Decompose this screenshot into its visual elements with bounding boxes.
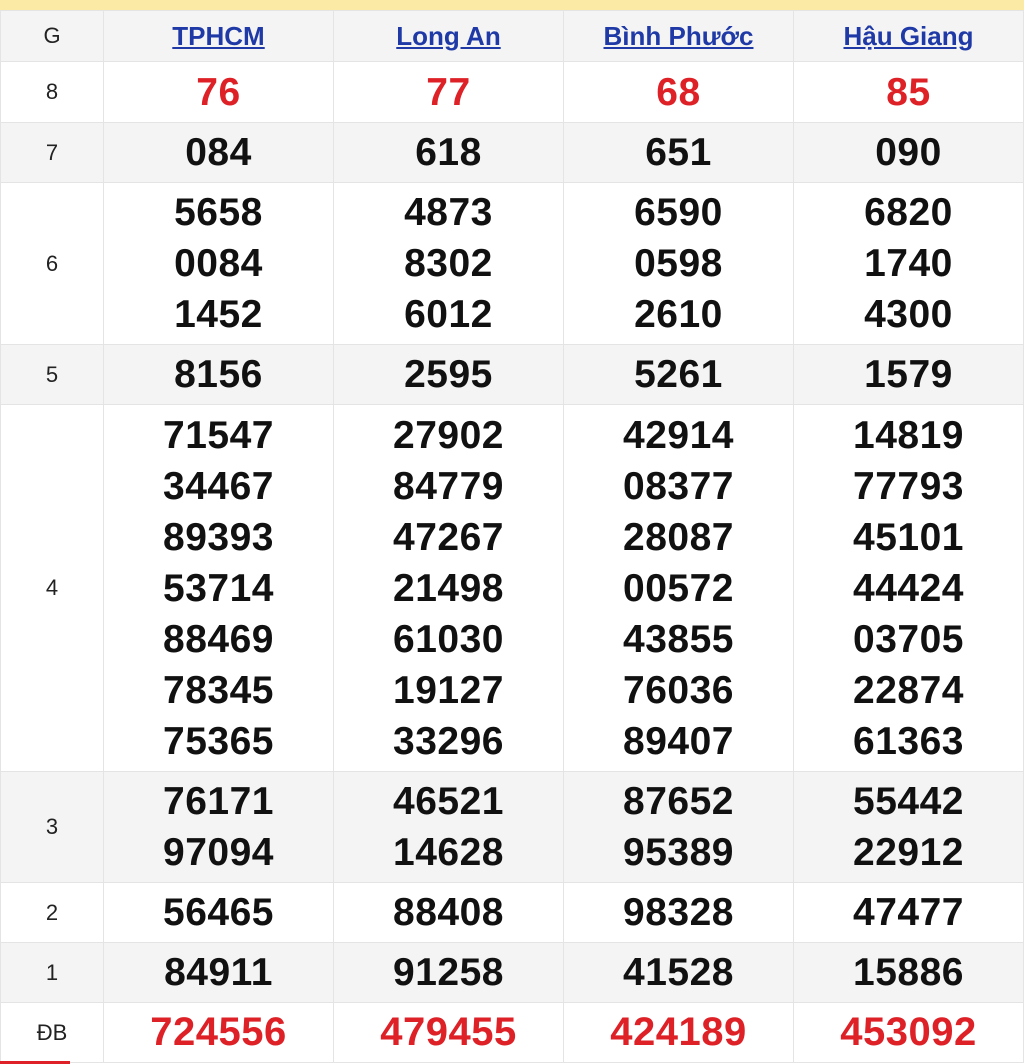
province-link-tphcm[interactable]: TPHCM <box>172 20 265 51</box>
province-link-binh-phuoc[interactable]: Bình Phước <box>603 20 754 51</box>
result-number: 28087 <box>623 515 734 559</box>
result-number: 03705 <box>853 617 964 661</box>
result-number: 090 <box>875 131 942 174</box>
result-cell <box>564 183 794 345</box>
result-number: 45101 <box>853 515 964 559</box>
top-accent-bar <box>0 0 1024 10</box>
result-number: 43855 <box>623 617 734 661</box>
prize-label: 8 <box>1 62 104 123</box>
result-number: 00572 <box>623 566 734 610</box>
result-number: 22874 <box>853 668 964 712</box>
result-number: 98328 <box>623 891 734 934</box>
result-cell <box>794 62 1024 123</box>
prize-label: 2 <box>1 883 104 943</box>
result-number: 42914 <box>623 413 734 457</box>
province-link-long-an[interactable]: Long An <box>396 20 501 51</box>
prize-7-row <box>1 123 1024 183</box>
result-cell <box>104 345 334 405</box>
result-number: 95389 <box>623 831 734 874</box>
result-number: 77793 <box>853 464 964 508</box>
result-number: 1579 <box>864 353 953 396</box>
result-cell <box>564 62 794 123</box>
result-number: 618 <box>415 131 482 174</box>
result-number: 78345 <box>163 668 274 712</box>
result-number: 84911 <box>164 951 273 994</box>
result-cell <box>564 405 794 772</box>
result-cell <box>104 772 334 883</box>
prize-1-row <box>1 943 1024 1003</box>
prize-4-row <box>1 405 1024 772</box>
prize-label: 5 <box>1 345 104 405</box>
prize-6-row <box>1 183 1024 345</box>
result-number: 61030 <box>393 617 504 661</box>
prize-label: 1 <box>1 943 104 1003</box>
result-number: 2595 <box>404 353 493 396</box>
result-cell <box>334 883 564 943</box>
prize-3-row <box>1 772 1024 883</box>
result-number: 0598 <box>634 242 723 285</box>
result-cell <box>334 405 564 772</box>
result-number: 55442 <box>853 780 964 823</box>
result-number: 76171 <box>163 780 274 823</box>
result-number: 724556 <box>150 1010 287 1054</box>
result-number: 56465 <box>163 891 274 934</box>
result-number: 88408 <box>393 891 504 934</box>
result-number: 68 <box>656 70 701 114</box>
result-number: 5658 <box>174 191 263 234</box>
result-cell <box>794 183 1024 345</box>
result-cell <box>794 772 1024 883</box>
result-number: 4300 <box>864 293 953 336</box>
result-cell <box>104 183 334 345</box>
result-number: 08377 <box>623 464 734 508</box>
result-number: 6012 <box>404 293 493 336</box>
result-number: 41528 <box>623 951 734 994</box>
result-number: 85 <box>886 70 931 114</box>
result-number: 33296 <box>393 719 504 763</box>
result-number: 89393 <box>163 515 274 559</box>
prize-8-row <box>1 62 1024 123</box>
result-number: 76036 <box>623 668 734 712</box>
result-number: 651 <box>645 131 712 174</box>
result-cell <box>104 405 334 772</box>
result-number: 88469 <box>163 617 274 661</box>
result-number: 61363 <box>853 719 964 763</box>
prize-label: 4 <box>1 405 104 772</box>
result-number: 19127 <box>393 668 504 712</box>
result-cell <box>104 1003 334 1063</box>
result-number: 084 <box>185 131 252 174</box>
result-cell <box>564 345 794 405</box>
prize-label: ĐB <box>1 1003 104 1063</box>
result-number: 4873 <box>404 191 493 234</box>
result-number: 34467 <box>163 464 274 508</box>
result-number: 0084 <box>174 242 263 285</box>
province-header-long-an <box>334 11 564 62</box>
result-number: 14628 <box>393 831 504 874</box>
prize-label: 3 <box>1 772 104 883</box>
result-number: 46521 <box>393 780 504 823</box>
result-number: 47267 <box>393 515 504 559</box>
result-cell <box>334 1003 564 1063</box>
result-cell <box>104 883 334 943</box>
result-cell <box>794 405 1024 772</box>
result-number: 2610 <box>634 293 723 336</box>
result-number: 22912 <box>853 831 964 874</box>
result-number: 97094 <box>163 831 274 874</box>
result-number: 75365 <box>163 719 274 763</box>
result-cell <box>564 883 794 943</box>
result-number: 47477 <box>853 891 964 934</box>
prize-special-row <box>1 1003 1024 1063</box>
result-number: 21498 <box>393 566 504 610</box>
result-cell <box>104 123 334 183</box>
result-number: 8302 <box>404 242 493 285</box>
result-number: 6820 <box>864 191 953 234</box>
province-header-binh-phuoc <box>564 11 794 62</box>
header-row <box>1 11 1024 62</box>
result-number: 84779 <box>393 464 504 508</box>
province-header-hau-giang <box>794 11 1024 62</box>
result-cell <box>564 943 794 1003</box>
province-link-hau-giang[interactable]: Hậu Giang <box>843 20 974 51</box>
result-cell <box>334 62 564 123</box>
result-cell <box>794 123 1024 183</box>
result-cell <box>334 345 564 405</box>
result-number: 89407 <box>623 719 734 763</box>
result-number: 77 <box>426 70 471 114</box>
result-cell <box>334 943 564 1003</box>
result-cell <box>564 772 794 883</box>
result-cell <box>794 943 1024 1003</box>
result-number: 8156 <box>174 353 263 396</box>
result-cell <box>794 345 1024 405</box>
result-cell <box>564 123 794 183</box>
result-number: 87652 <box>623 780 734 823</box>
result-number: 27902 <box>393 413 504 457</box>
prize-label: 7 <box>1 123 104 183</box>
prize-column-header: G <box>1 11 104 62</box>
prize-2-row <box>1 883 1024 943</box>
result-number: 76 <box>196 70 241 114</box>
result-cell <box>794 1003 1024 1063</box>
result-number: 424189 <box>610 1010 747 1054</box>
result-cell <box>104 62 334 123</box>
result-number: 453092 <box>840 1010 977 1054</box>
result-cell <box>334 123 564 183</box>
prize-5-row <box>1 345 1024 405</box>
result-number: 1740 <box>864 242 953 285</box>
result-number: 479455 <box>380 1010 517 1054</box>
result-number: 6590 <box>634 191 723 234</box>
result-number: 71547 <box>163 413 274 457</box>
result-cell <box>104 943 334 1003</box>
result-cell <box>334 772 564 883</box>
result-cell <box>794 883 1024 943</box>
province-header-tphcm <box>104 11 334 62</box>
prize-label: 6 <box>1 183 104 345</box>
result-number: 5261 <box>634 353 723 396</box>
result-number: 14819 <box>853 413 964 457</box>
result-number: 91258 <box>393 951 504 994</box>
result-cell <box>334 183 564 345</box>
result-number: 15886 <box>853 951 964 994</box>
result-number: 1452 <box>174 293 263 336</box>
result-number: 53714 <box>163 566 274 610</box>
result-number: 44424 <box>853 566 964 610</box>
result-cell <box>564 1003 794 1063</box>
lottery-results-table <box>0 10 1024 1063</box>
